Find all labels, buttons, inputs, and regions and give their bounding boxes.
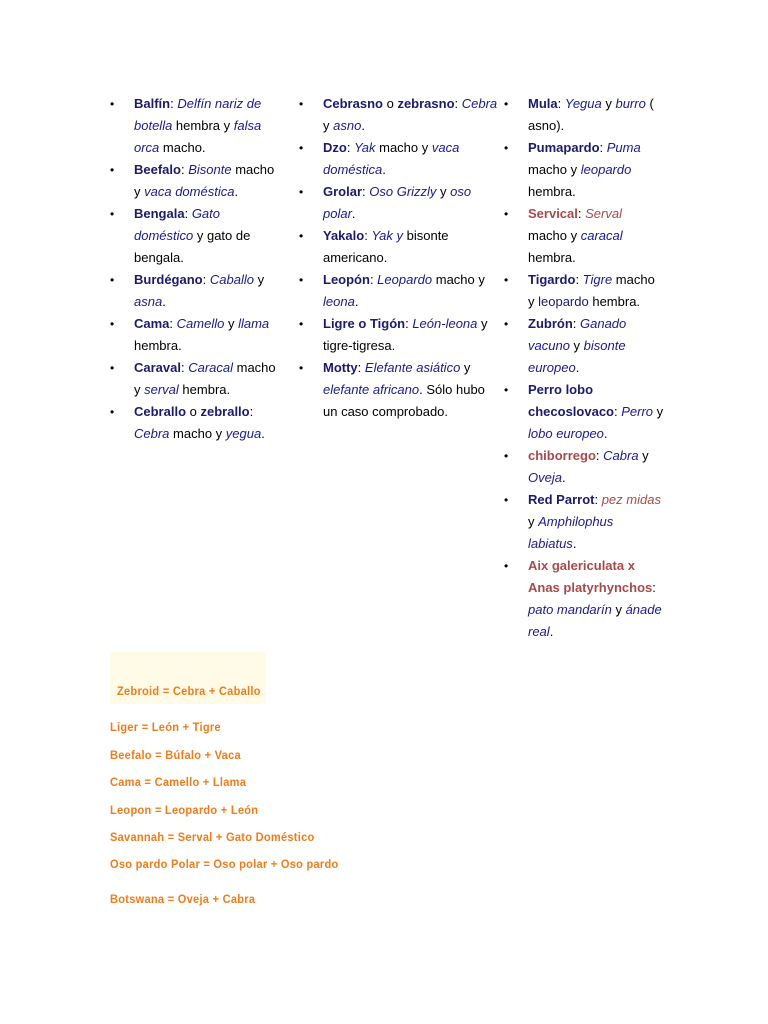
equation-line: Cama = Camello + Llama	[110, 775, 247, 789]
description-part: Gato doméstico	[134, 206, 220, 243]
description-part: hembra.	[588, 294, 641, 309]
description-part: .	[603, 426, 608, 441]
hybrid-name: Tigardo	[528, 272, 576, 287]
hybrid-name: Leopón	[323, 272, 370, 287]
hybrid-list-item	[110, 159, 280, 203]
description-part: .	[162, 294, 166, 309]
hybrid-name: Grolar	[323, 184, 363, 199]
colon: :	[169, 316, 177, 331]
hybrid-name: Servical	[528, 206, 578, 221]
hybrid-list-item	[504, 489, 664, 555]
hybrid-list-item	[299, 357, 499, 423]
hybrid-name: Motty	[323, 360, 358, 375]
description-part: Yegua	[564, 96, 602, 111]
colon: :	[454, 96, 462, 111]
hybrid-list-column-1	[110, 93, 280, 445]
colon: :	[577, 206, 586, 221]
description-part: oso polar	[323, 184, 472, 221]
hybrid-name: Cebrallo	[134, 404, 187, 419]
description-part: Perro	[621, 404, 654, 419]
hybrid-name: Perro lobo checoslovaco	[528, 382, 614, 419]
description-part: y	[638, 448, 649, 463]
colon: :	[249, 404, 254, 419]
description-part: elefante africano	[323, 382, 420, 397]
equation-line: Oso pardo Polar = Oso polar + Oso pardo	[110, 857, 339, 871]
description-part: leona	[323, 294, 355, 309]
hybrid-list-item	[504, 313, 664, 379]
description-part: Oveja	[528, 470, 562, 485]
colon: :	[405, 316, 413, 331]
description-part: macho y	[432, 272, 485, 287]
description-part: leopardo	[580, 162, 632, 177]
description-part: caracal	[580, 228, 623, 243]
description-part: y	[253, 272, 265, 287]
description-part: Cebra	[134, 426, 170, 441]
description-part: .	[261, 426, 265, 441]
hybrid-name: Cebrasno	[323, 96, 383, 111]
hybrid-list-item	[504, 137, 664, 203]
hybrid-list-item	[299, 137, 499, 181]
description-part: .	[361, 118, 365, 133]
description-part: asna	[134, 294, 163, 309]
name-joiner: o	[186, 404, 201, 419]
hybrid-name: Cama	[134, 316, 170, 331]
hybrid-list-item	[504, 379, 664, 445]
description-part: macho y	[528, 228, 581, 243]
hybrid-name: Caraval	[134, 360, 181, 375]
hybrid-name: Ligre o Tigón	[323, 316, 406, 331]
hybrid-name: Yakalo	[323, 228, 365, 243]
colon: :	[575, 272, 583, 287]
description-part: Bisonte	[188, 162, 232, 177]
description-part: Caracal	[188, 360, 234, 375]
description-part: Puma	[606, 140, 641, 155]
equation-line: Savannah = Serval + Gato Doméstico	[110, 830, 315, 844]
description-part: .	[561, 470, 566, 485]
hybrid-list-item	[504, 445, 664, 489]
hybrid-list-item	[110, 401, 280, 445]
description-part: y	[460, 360, 471, 375]
description-part: Leopardo	[377, 272, 433, 287]
description-part: pato mandarín	[528, 602, 612, 617]
description-part: .	[549, 624, 554, 639]
hybrid-list-column-3	[504, 93, 664, 643]
description-part: hembra.	[178, 382, 231, 397]
description-part: macho y	[528, 272, 655, 309]
description-part: leopardo	[538, 294, 589, 309]
hybrid-name: chiborrego	[528, 448, 596, 463]
colon: :	[362, 184, 370, 199]
description-part: hembra.	[528, 184, 576, 199]
description-part: Caballo	[209, 272, 254, 287]
description-part: hembra.	[134, 338, 182, 353]
description-part: .	[180, 250, 184, 265]
description-part: macho y	[528, 162, 581, 177]
description-part: pez midas	[601, 492, 661, 507]
description-part: Ganado vacuno	[528, 316, 627, 353]
description-part: .	[391, 338, 396, 353]
description-part: macho y	[169, 426, 226, 441]
description-part: Cebra	[461, 96, 498, 111]
description-part: lobo europeo	[528, 426, 604, 441]
description-part: y gato de bengala	[134, 228, 251, 265]
description-part: y	[436, 184, 451, 199]
hybrid-name: Bengala	[134, 206, 185, 221]
colon: :	[599, 140, 607, 155]
hybrid-list-item	[299, 93, 499, 137]
description-part: macho y	[134, 162, 275, 199]
hybrid-name: Burdégano	[134, 272, 203, 287]
hybrid-list-item	[299, 225, 499, 269]
description-part: y	[392, 228, 407, 243]
description-part: .	[383, 250, 388, 265]
hybrid-list-item	[110, 357, 280, 401]
description-part: Oso Grizzly	[369, 184, 437, 199]
hybrid-list-item	[299, 313, 499, 357]
description-part: .	[234, 184, 239, 199]
description-part: Serval	[585, 206, 622, 221]
colon: :	[357, 360, 365, 375]
colon: :	[595, 448, 604, 463]
description-part: . Sólo hubo un caso comprobado.	[323, 382, 485, 419]
description-part: y	[528, 514, 539, 529]
hybrid-list-item	[110, 203, 280, 269]
description-part: llama	[238, 316, 270, 331]
description-part: vaca doméstica	[144, 184, 235, 199]
hybrid-list-item	[299, 269, 499, 313]
description-part: Amphilophus labiatus	[528, 514, 614, 551]
colon: :	[614, 404, 622, 419]
hybrid-list-item	[504, 269, 664, 313]
equation-line: Liger = León + Tigre	[110, 720, 221, 734]
description-part: Delfín nariz de botella	[134, 96, 262, 133]
hybrid-name-alt: zebrasno	[397, 96, 455, 111]
colon: :	[184, 206, 192, 221]
description-part: bisonte americano	[323, 228, 449, 265]
description-part: serval	[144, 382, 179, 397]
description-part: falsa orca	[134, 118, 262, 155]
description-part: Elefante asiático	[364, 360, 461, 375]
colon: :	[652, 580, 656, 595]
description-part: y	[601, 96, 616, 111]
hybrid-name: Balfín	[134, 96, 171, 111]
description-part: Cabra	[603, 448, 639, 463]
description-part: .	[382, 162, 386, 177]
colon: :	[180, 162, 189, 177]
description-part: Tigre	[582, 272, 613, 287]
description-part: bisonte europeo	[528, 338, 626, 375]
description-part: macho y	[375, 140, 432, 155]
equation-line: Beefalo = Búfalo + Vaca	[110, 748, 241, 762]
description-part: y	[323, 118, 334, 133]
description-part: yegua	[225, 426, 262, 441]
description-part: vaca doméstica	[323, 140, 460, 177]
hybrid-list-item	[110, 313, 280, 357]
description-part: y	[611, 602, 626, 617]
description-part: León-leona	[412, 316, 478, 331]
hybrid-name: Red Parrot	[528, 492, 595, 507]
description-part: y	[653, 404, 664, 419]
colon: :	[594, 492, 602, 507]
colon: :	[364, 228, 372, 243]
description-part: y	[569, 338, 584, 353]
hybrid-name: Mula	[528, 96, 558, 111]
colon: :	[170, 96, 178, 111]
hybrid-list-item	[110, 93, 280, 159]
colon: :	[180, 360, 189, 375]
description-part: Yak	[371, 228, 393, 243]
description-part: macho y	[134, 360, 276, 397]
description-part: Camello	[176, 316, 225, 331]
hybrid-list-item	[504, 555, 664, 643]
hybrid-name: Beefalo	[134, 162, 181, 177]
hybrid-name: Pumapardo	[528, 140, 600, 155]
hybrid-list-item	[299, 181, 499, 225]
description-part: hembra y	[172, 118, 234, 133]
hybrid-name-alt: zebrallo	[200, 404, 250, 419]
description-part: asno	[333, 118, 362, 133]
description-part: .	[354, 294, 359, 309]
description-part: .	[572, 536, 577, 551]
colon: :	[369, 272, 378, 287]
hybrid-name: Aix galericulata x Anas platyrhynchos	[528, 558, 653, 595]
description-part: burro	[615, 96, 646, 111]
description-part: y tigre-tigresa	[323, 316, 488, 353]
description-part: hembra.	[528, 250, 576, 265]
equation-line: Botswana = Oveja + Cabra	[110, 892, 256, 906]
equation-line: Zebroid = Cebra + Caballo	[117, 684, 261, 698]
hybrid-list-item	[504, 93, 664, 137]
description-part: .	[575, 360, 580, 375]
equation-line: Leopon = Leopardo + León	[110, 803, 259, 817]
hybrid-list-column-2	[299, 93, 499, 423]
description-part: y	[224, 316, 239, 331]
hybrid-name: Dzo	[323, 140, 347, 155]
hybrid-list-item	[504, 203, 664, 269]
colon: :	[202, 272, 210, 287]
name-joiner: o	[382, 96, 398, 111]
hybrid-list-item	[110, 269, 280, 313]
description-part: ánade real	[528, 602, 662, 639]
colon: :	[572, 316, 580, 331]
description-part: ( asno).	[528, 96, 654, 133]
description-part: .	[351, 206, 356, 221]
description-part: macho.	[159, 140, 206, 155]
hybrid-name: Zubrón	[528, 316, 573, 331]
colon: :	[557, 96, 565, 111]
colon: :	[346, 140, 355, 155]
description-part: Yak	[354, 140, 376, 155]
